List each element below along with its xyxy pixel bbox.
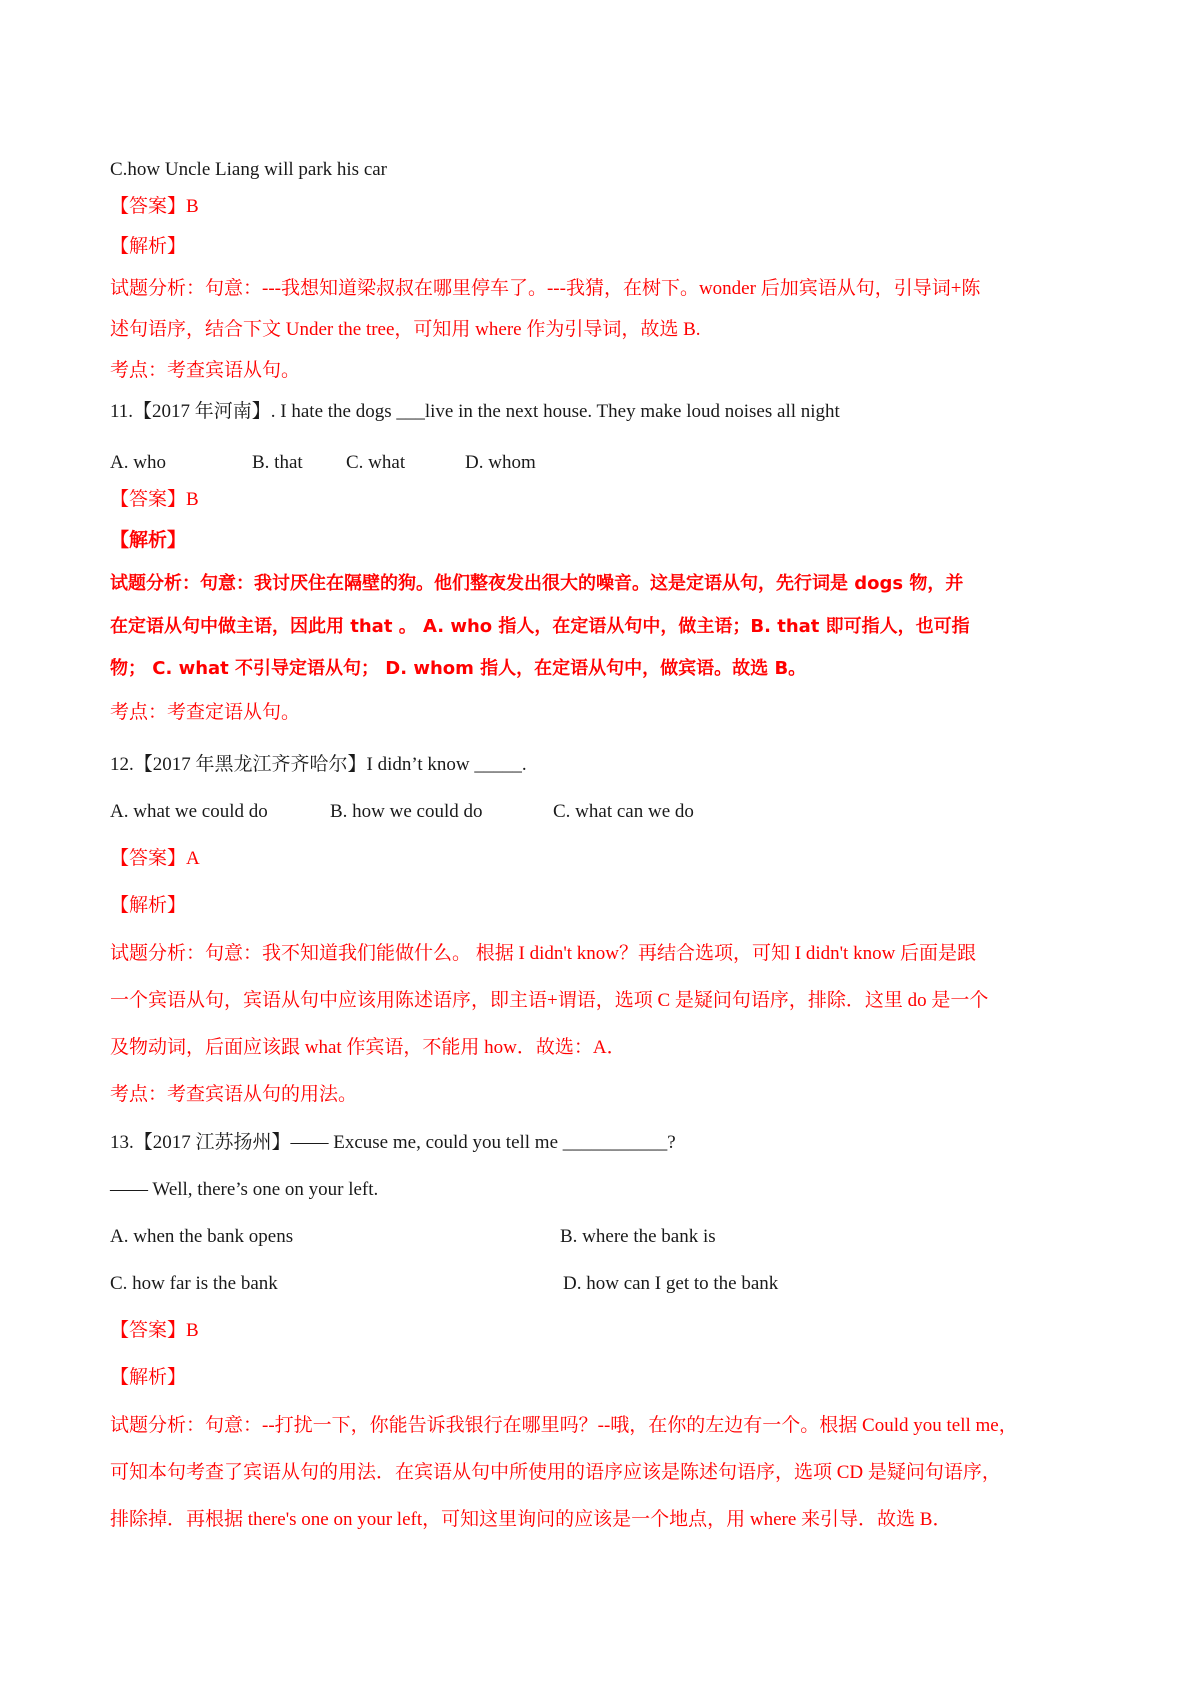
q12-stem: 12.【2017 年黑龙江齐齐哈尔】I didn’t know _____.: [110, 754, 527, 775]
q13-option-b: B. where the bank is: [560, 1226, 716, 1247]
q13-analysis-line-2: 可知本句考查了宾语从句的用法．在宾语从句中所使用的语序应该是陈述句语序，选项 CD 是疑问句语序，: [110, 1462, 1001, 1483]
q10-analysis-label: 【解析】: [110, 236, 187, 257]
q12-analysis-line-3: 及物动词，后面应该跟 what 作宾语，不能用 how．故选：A．: [110, 1037, 626, 1058]
q13-analysis-line-3: 排除掉．再根据 there's one on your left，可知这里询问的应该是一个地点，用 where 来引导．故选 B．: [110, 1509, 952, 1530]
q10-kaodian: 考点：考查宾语从句。: [110, 360, 301, 381]
q12-option-a: A. what we could do: [110, 801, 268, 822]
q13-reply: —— Well, there’s one on your left.: [110, 1179, 379, 1200]
q11-stem: 11.【2017 年河南】. I hate the dogs ___live in the next house. They make loud noises all night: [110, 401, 840, 422]
q11-option-a: A. who: [110, 452, 166, 473]
q12-analysis-line-2: 一个宾语从句，宾语从句中应该用陈述语序，即主语+谓语，选项 C 是疑问句语序，排除．这里 do 是一个: [110, 990, 989, 1011]
q13-stem: 13.【2017 江苏扬州】—— Excuse me, could you tell me ___________?: [110, 1132, 676, 1153]
q13-analysis-line-1: 试题分析：句意：--打扰一下，你能告诉我银行在哪里吗？--哦，在你的左边有一个。根据 Could you tell me，: [110, 1415, 1018, 1436]
q11-option-d: D. whom: [465, 452, 536, 473]
q13-option-a: A. when the bank opens: [110, 1226, 294, 1247]
q13-option-d: D. how can I get to the bank: [563, 1273, 779, 1294]
q10-answer: 【答案】B: [110, 196, 199, 217]
q12-option-b: B. how we could do: [330, 801, 483, 822]
q10-analysis-line-2: 述句语序，结合下文 Under the tree，可知用 where 作为引导词，故选 B.: [110, 319, 701, 340]
q12-analysis-label: 【解析】: [110, 895, 187, 916]
q11-kaodian: 考点：考查定语从句。: [110, 702, 301, 723]
q11-analysis-line-3: 物； C. what 不引导定语从句； D. whom 指人，在定语从句中，做宾语。故选 B。: [110, 658, 807, 679]
q11-option-b: B. that: [252, 452, 303, 473]
q10-analysis-line-1: 试题分析：句意：---我想知道梁叔叔在哪里停车了。---我猜，在树下。wonder 后加宾语从句，引导词+陈: [110, 278, 981, 299]
q11-answer: 【答案】B: [110, 489, 199, 510]
q12-option-c: C. what can we do: [553, 801, 694, 822]
q13-answer: 【答案】B: [110, 1320, 199, 1341]
q11-analysis-line-1: 试题分析：句意：我讨厌住在隔壁的狗。他们整夜发出很大的噪音。这是定语从句，先行词是 dogs 物，并: [110, 573, 964, 594]
q10-option-c: C.how Uncle Liang will park his car: [110, 159, 388, 180]
q12-answer: 【答案】A: [110, 848, 200, 869]
q11-option-c: C. what: [346, 452, 406, 473]
q11-analysis-line-2: 在定语从句中做主语，因此用 that 。 A. who 指人，在定语从句中，做主语；B. that 即可指人，也可指: [110, 616, 970, 637]
q11-analysis-label: 【解析】: [110, 530, 187, 551]
q12-kaodian: 考点：考查宾语从句的用法。: [110, 1084, 358, 1105]
q12-analysis-line-1: 试题分析：句意：我不知道我们能做什么。 根据 I didn't know？再结合选项，可知 I didn't know 后面是跟: [110, 943, 977, 964]
q13-option-c: C. how far is the bank: [110, 1273, 278, 1294]
q13-analysis-label: 【解析】: [110, 1367, 187, 1388]
